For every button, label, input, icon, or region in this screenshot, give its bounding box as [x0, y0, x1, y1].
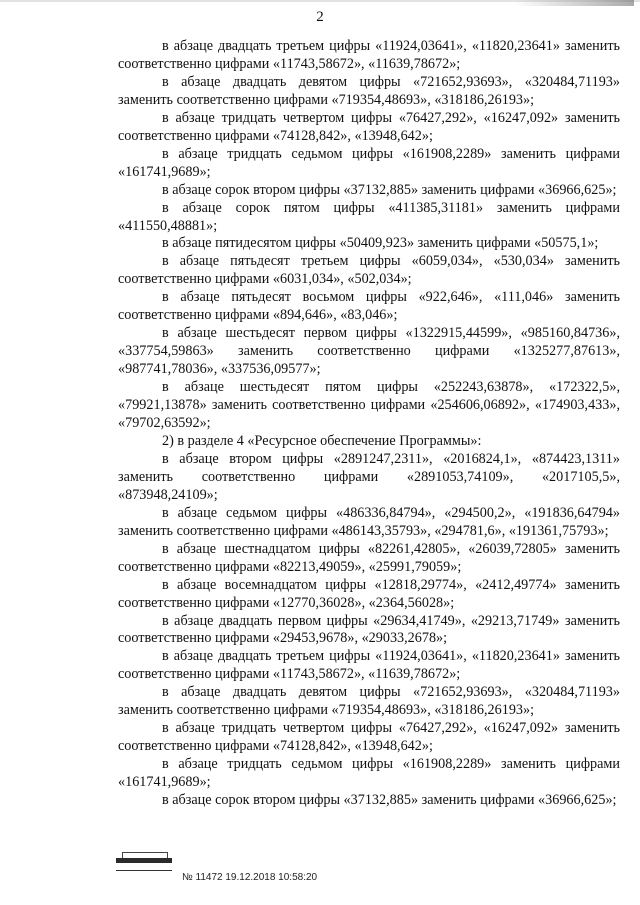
registration-stamp: № 11472 19.12.2018 10:58:20: [182, 872, 318, 883]
scan-corner-mark: [514, 0, 634, 6]
paragraph: в абзаце двадцать девятом цифры «721652,93693», «320484,71193» заменить соответственно цифрами «719354,48693», «318186,26193»;: [118, 684, 620, 719]
page-number: 2: [316, 9, 324, 25]
paragraph: в абзаце втором цифры «2891247,2311», «2016824,1», «874423,1311» заменить соответственно цифрами «2891053,74109», «2017105,5», «873948,24109»;: [118, 450, 620, 503]
paragraph: в абзаце двадцать третьем цифры «11924,03641», «11820,23641» заменить соответственно цифрами «11743,58672», «11639,78672»;: [118, 648, 620, 683]
paragraph: в абзаце пятьдесят восьмом цифры «922,646», «111,046» заменить соответственно цифрами «894,646», «83,046»;: [118, 289, 620, 324]
logo-bar: [116, 858, 172, 863]
paragraph: в абзаце тридцать седьмом цифры «161908,2289» заменить цифрами «161741,9689»;: [118, 145, 620, 180]
paragraph: в абзаце сорок втором цифры «37132,885» заменить цифрами «36966,625»;: [162, 792, 617, 809]
paragraph: в абзаце тридцать седьмом цифры «161908,2289» заменить цифрами «161741,9689»;: [118, 756, 620, 791]
section-heading: 2) в разделе 4 «Ресурсное обеспечение Программы»:: [162, 432, 482, 449]
paragraph: в абзаце шестьдесят первом цифры «1322915,44599», «985160,84736», «337754,59863» заменить соответственно цифрами «1325277,87613», «987741,78036», «337536,09577»;: [118, 325, 620, 378]
paragraph: в абзаце двадцать девятом цифры «721652,93693», «320484,71193» заменить соответственно цифрами «719354,48693», «318186,26193»;: [118, 73, 620, 108]
paragraph: в абзаце шестнадцатом цифры «82261,42805», «26039,72805» заменить соответственно цифрами «82213,49059», «25991,79059»;: [118, 540, 620, 575]
paragraph: в абзаце седьмом цифры «486336,84794», «294500,2», «191836,64794» заменить соответственно цифрами «486143,35793», «294781,6», «191361,75793»;: [118, 504, 620, 539]
registry-logo: [116, 852, 172, 871]
paragraph: в абзаце сорок втором цифры «37132,885» заменить цифрами «36966,625»;: [162, 181, 617, 198]
paragraph: в абзаце пятьдесят третьем цифры «6059,034», «530,034» заменить соответственно цифрами «6031,034», «502,034»;: [118, 253, 620, 288]
paragraph: в абзаце тридцать четвертом цифры «76427,292», «16247,092» заменить соответственно цифрами «74128,842», «13948,642»;: [118, 109, 620, 144]
paragraph: в абзаце сорок пятом цифры «411385,31181» заменить цифрами «411550,48881»;: [118, 199, 620, 234]
paragraph: в абзаце шестьдесят пятом цифры «252243,63878», «172322,5», «79921,13878» заменить соответственно цифрами «254606,06892», «174903,433», «79702,63592»;: [118, 379, 620, 432]
paragraph: в абзаце пятидесятом цифры «50409,923» заменить цифрами «50575,1»;: [162, 235, 599, 252]
paragraph: в абзаце тридцать четвертом цифры «76427,292», «16247,092» заменить соответственно цифрами «74128,842», «13948,642»;: [118, 720, 620, 755]
paragraph: в абзаце восемнадцатом цифры «12818,29774», «2412,49774» заменить соответственно цифрами «12770,36028», «2364,56028»;: [118, 576, 620, 611]
document-body: [118, 38, 620, 810]
paragraph: в абзаце двадцать первом цифры «29634,41749», «29213,71749» заменить соответственно цифрами «29453,9678», «29033,2678»;: [118, 612, 620, 647]
paragraph: в абзаце двадцать третьем цифры «11924,03641», «11820,23641» заменить соответственно цифрами «11743,58672», «11639,78672»;: [118, 38, 620, 72]
